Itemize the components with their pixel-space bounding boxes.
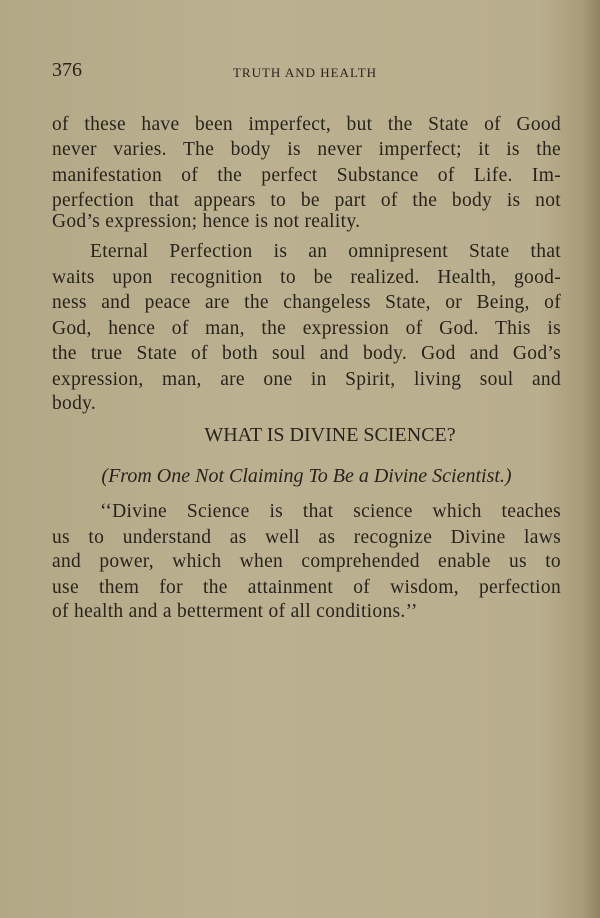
section-subheading: (From One Not Claiming To Be a Divine Scientist.) bbox=[101, 465, 512, 487]
running-title: TRUTH AND HEALTH bbox=[232, 65, 378, 80]
text-line: and power, which when comprehended enable us to bbox=[52, 551, 561, 572]
text-line: the true State of both soul and body. God and God’s bbox=[52, 343, 561, 364]
text-line: perfection that appears to be part of the body is not bbox=[52, 190, 561, 211]
text-line: God’s expression; hence is not reality. bbox=[52, 211, 361, 232]
text-line: of these have been imperfect, but the State of Good bbox=[52, 114, 561, 135]
text-line: expression, man, are one in Spirit, living soul and bbox=[52, 369, 561, 390]
text-line: us to understand as well as recognize Divine laws bbox=[52, 527, 561, 548]
text-line: manifestation of the perfect Substance of Life. Im- bbox=[52, 165, 561, 186]
text-line: Eternal Perfection is an omnipresent State that bbox=[90, 241, 561, 262]
text-line: ‘‘Divine Science is that science which teaches bbox=[100, 501, 561, 522]
text-line: God, hence of man, the expression of God. This is bbox=[52, 318, 561, 339]
text-line: never varies. The body is never imperfect; it is the bbox=[52, 139, 561, 160]
page-number: 376 bbox=[52, 59, 82, 81]
text-line: waits upon recognition to be realized. Health, good- bbox=[52, 267, 561, 288]
section-heading: WHAT IS DIVINE SCIENCE? bbox=[204, 424, 456, 446]
text-line: body. bbox=[52, 393, 97, 414]
text-line: use them for the attainment of wisdom, perfection bbox=[52, 577, 561, 598]
text-line: of health and a betterment of all conditions.’’ bbox=[52, 601, 418, 622]
text-line: ness and peace are the changeless State, or Being, of bbox=[52, 292, 561, 313]
